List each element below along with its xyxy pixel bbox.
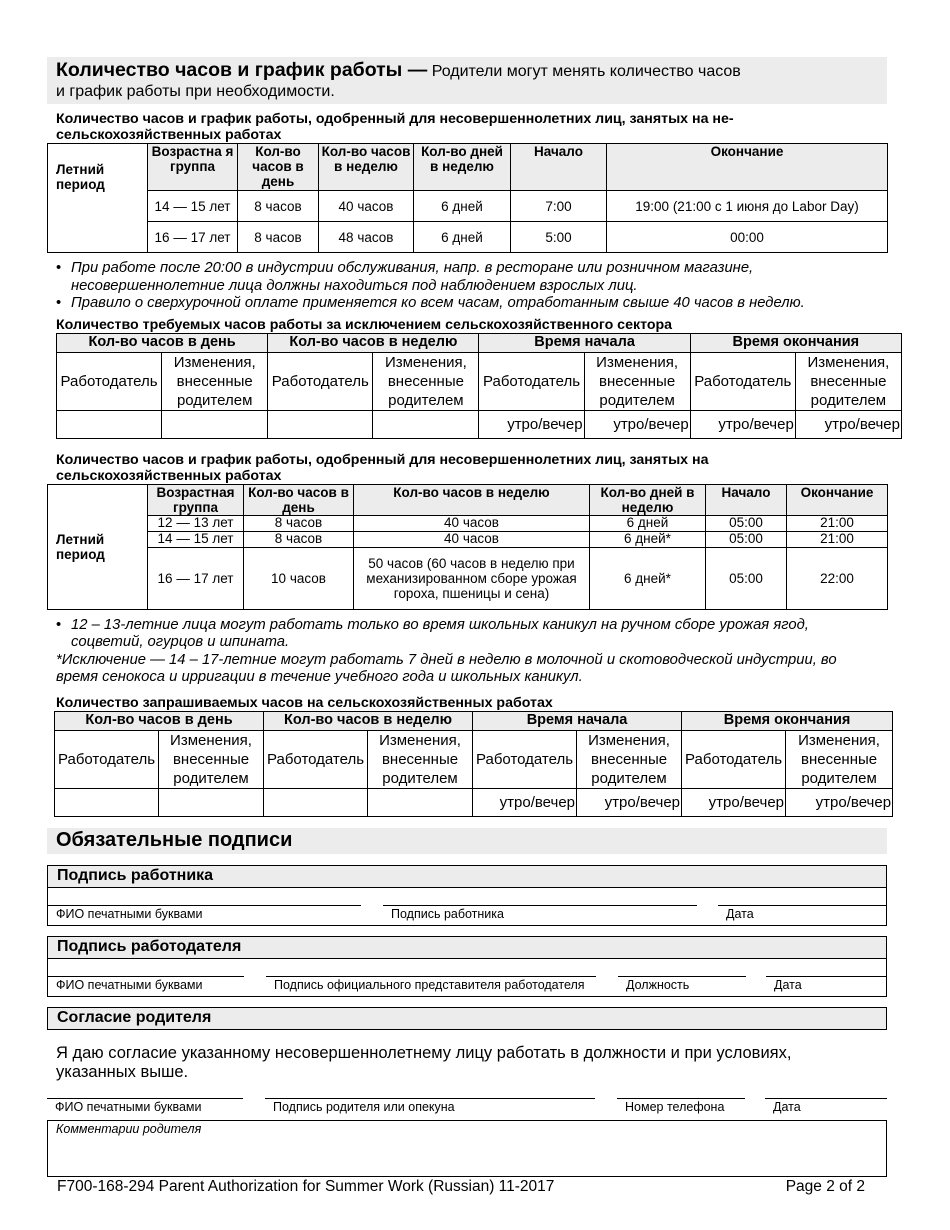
table-cell: 8 часов [238,191,319,222]
group-header: Время начала [479,333,690,352]
section-header [47,57,887,104]
start-employer-field[interactable]: утро/вечер [473,788,577,816]
table-cell: 05:00 [706,547,787,609]
parent-date-field[interactable]: Дата [765,1098,887,1114]
col-header: Кол-во часов в день [244,484,354,515]
end-parent-field[interactable]: утро/вечер [795,410,901,438]
col-header: Кол-во дней в неделю [414,144,511,191]
col-header: Кол-во часов в день [238,144,319,191]
table-row [48,515,888,531]
parent-changes-label: Изменения, внесенные родителем [162,352,268,410]
employer-label: Работодатель [479,352,584,410]
nonag-notes: • При работе после 20:00 в индустрии обслуживания, напр. в ресторане или розничном магазине, несовершеннолетние лица должны находиться под наблюдением взрослых лиц. • Правило о сверхурочной оплате применяется ко всем часам, отработанным свыше 40 часов в неделю. [56,260,861,313]
table-cell: 05:00 [706,515,787,531]
table-cell: 6 дней [590,515,706,531]
table-cell: 05:00 [706,531,787,547]
table-cell: 12 — 13 лет [148,515,244,531]
col-header: Кол-во часов в неделю [354,484,590,515]
daily-hours-parent-field[interactable] [162,410,268,438]
req-ag-heading: Количество запрашиваемых часов на сельскохозяйственных работах [56,694,553,711]
weekly-hours-employer-field[interactable] [264,788,368,816]
end-parent-field[interactable]: утро/вечер [786,788,893,816]
table-cell: 8 часов [244,531,354,547]
table-row [48,531,888,547]
employer-label: Работодатель [57,352,162,410]
employer-signature-title: Подпись работодателя [48,937,886,959]
parent-consent-box [47,1007,887,1030]
table-cell: 8 часов [244,515,354,531]
col-header: Кол-во часов в неделю [319,144,414,191]
ag-notes: • 12 – 13-летние лица могут работать только во время школьных каникул на ручном сборе урожая ягод, соцветий, огурцов и шпината. *Исключение — 14 – 17-летние могут работать 7 дней в неделю в молочной и скотоводческой индустрии, во время сенокоса и ирригации в течение учебного года и школьных каникул. [56,617,868,687]
note-item: 12 – 13-летние лица могут работать только во время школьных каникул на ручном сборе урожая ягод, соцветий, огурцов и шпината. [71,616,809,650]
col-header: Окончание [787,484,888,515]
start-parent-field[interactable]: утро/вечер [584,410,690,438]
end-employer-field[interactable]: утро/вечер [690,410,795,438]
daily-hours-employer-field[interactable] [57,410,162,438]
ag-period: Летний период [48,484,148,609]
worker-name-field[interactable]: ФИО печатными буквами [48,905,361,921]
table-row [48,222,888,253]
ag-heading: Количество часов и график работы, одобренный для несовершеннолетних лиц, занятых на сельскохозяйственных работах [56,451,709,484]
page-footer [57,1178,865,1196]
table-cell: 21:00 [787,515,888,531]
parent-consent-text: Я даю согласие указанному несовершеннолетнему лицу работать в должности и при условиях, указанных выше. [56,1043,792,1081]
parent-changes-label: Изменения, внесенные родителем [159,730,264,788]
table-cell: 14 — 15 лет [148,531,244,547]
col-header: Возрастная группа [148,484,244,515]
group-header: Кол-во часов в неделю [268,333,479,352]
daily-hours-parent-field[interactable] [159,788,264,816]
parent-changes-label: Изменения, внесенные родителем [577,730,682,788]
signatures-title: Обязательные подписи [47,828,887,854]
parent-phone-field[interactable]: Номер телефона [617,1098,745,1114]
employer-label: Работодатель [264,730,368,788]
table-cell: 21:00 [787,531,888,547]
group-header: Кол-во часов в день [57,333,268,352]
employer-label: Работодатель [682,730,786,788]
employer-label: Работодатель [268,352,373,410]
table-cell: 7:00 [511,191,607,222]
parent-changes-label: Изменения, внесенные родителем [795,352,901,410]
form-id: F700-168-294 Parent Authorization for Summer Work (Russian) 11-2017 [57,1178,555,1195]
parent-consent-title: Согласие родителя [48,1008,886,1029]
table-cell: 22:00 [787,547,888,609]
table-cell: 50 часов (60 часов в неделю при механизированном сборе урожая гороха, пшеницы и сена) [354,547,590,609]
table-cell: 40 часов [319,191,414,222]
table-row [48,191,888,222]
ag-hours-table [47,484,888,610]
weekly-hours-parent-field[interactable] [373,410,479,438]
header-title: Количество часов и график работы — [56,59,428,81]
employer-label: Работодатель [55,730,159,788]
table-cell: 6 дней [414,191,511,222]
worker-signature-box [47,865,887,926]
table-cell: 00:00 [607,222,888,253]
req-nonag-heading: Количество требуемых часов работы за исключением сельскохозяйственного сектора [56,316,673,333]
req-ag-table [54,711,893,817]
daily-hours-employer-field[interactable] [55,788,159,816]
col-header: Окончание [607,144,888,191]
employer-position-field[interactable]: Должность [618,976,746,992]
employer-name-field[interactable]: ФИО печатными буквами [48,976,244,992]
nonag-heading: Количество часов и график работы, одобренный для несовершеннолетних лиц, занятых на не-сельскохозяйственных работах [56,111,734,143]
table-cell: 5:00 [511,222,607,253]
employer-signature-field[interactable]: Подпись официального представителя работодателя [266,976,596,992]
parent-changes-label: Изменения, внесенные родителем [584,352,690,410]
table-row [48,547,888,609]
employer-signature-box [47,936,887,997]
table-cell: 19:00 (21:00 с 1 июня до Labor Day) [607,191,888,222]
weekly-hours-parent-field[interactable] [368,788,473,816]
parent-changes-label: Изменения, внесенные родителем [373,352,479,410]
table-cell: 16 — 17 лет [148,547,244,609]
col-header: Кол-во дней в неделю [590,484,706,515]
note-item: При работе после 20:00 в индустрии обслуживания, напр. в ресторане или розничном магазине, несовершеннолетние лица должны находиться под наблюдением взрослых лиц. [71,260,754,294]
employer-label: Работодатель [690,352,795,410]
parent-changes-label: Изменения, внесенные родителем [368,730,473,788]
start-employer-field[interactable]: утро/вечер [479,410,584,438]
table-cell: 16 — 17 лет [148,222,238,253]
start-parent-field[interactable]: утро/вечер [577,788,682,816]
parent-name-field[interactable]: ФИО печатными буквами [47,1098,243,1114]
employer-date-field[interactable]: Дата [766,976,886,992]
worker-signature-field[interactable]: Подпись работника [383,905,697,921]
table-cell: 40 часов [354,515,590,531]
group-header: Время окончания [690,333,901,352]
header-subtitle-line2: и график работы при необходимости. [56,83,335,100]
weekly-hours-employer-field[interactable] [268,410,373,438]
table-cell: 14 — 15 лет [148,191,238,222]
parent-changes-label: Изменения, внесенные родителем [786,730,893,788]
group-header: Кол-во часов в день [55,711,264,730]
nonag-hours-table [47,143,888,253]
table-cell: 10 часов [244,547,354,609]
nonag-period: Летний период [48,144,148,253]
header-subtitle: Родители могут менять количество часов [431,63,741,80]
table-cell: 40 часов [354,531,590,547]
parent-comments-field[interactable]: Комментарии родителя [47,1120,887,1177]
group-header: Кол-во часов в неделю [264,711,473,730]
page-number: Page 2 of 2 [785,1178,865,1195]
table-cell: 6 дней [414,222,511,253]
col-header: Начало [511,144,607,191]
group-header: Время окончания [682,711,893,730]
form-page [47,0,900,1177]
table-cell: 6 дней* [590,531,706,547]
table-cell: 8 часов [238,222,319,253]
table-cell: 48 часов [319,222,414,253]
end-employer-field[interactable]: утро/вечер [682,788,786,816]
group-header: Время начала [473,711,682,730]
col-header: Возрастна я группа [148,144,238,191]
worker-date-field[interactable]: Дата [718,905,886,921]
worker-signature-title: Подпись работника [48,866,886,888]
parent-signature-field[interactable]: Подпись родителя или опекуна [265,1098,595,1114]
col-header: Начало [706,484,787,515]
note-item: Правило о сверхурочной оплате применяется ко всем часам, отработанным свыше 40 часов в неделю. [71,295,805,311]
table-cell: 6 дней* [590,547,706,609]
req-nonag-table [56,333,902,439]
employer-label: Работодатель [473,730,577,788]
note-exception: *Исключение — 14 – 17-летние могут работать 7 дней в неделю в молочной и скотоводческой индустрии, во время сенокоса и ирригации в течение учебного года и школьных каникул. [56,651,837,685]
